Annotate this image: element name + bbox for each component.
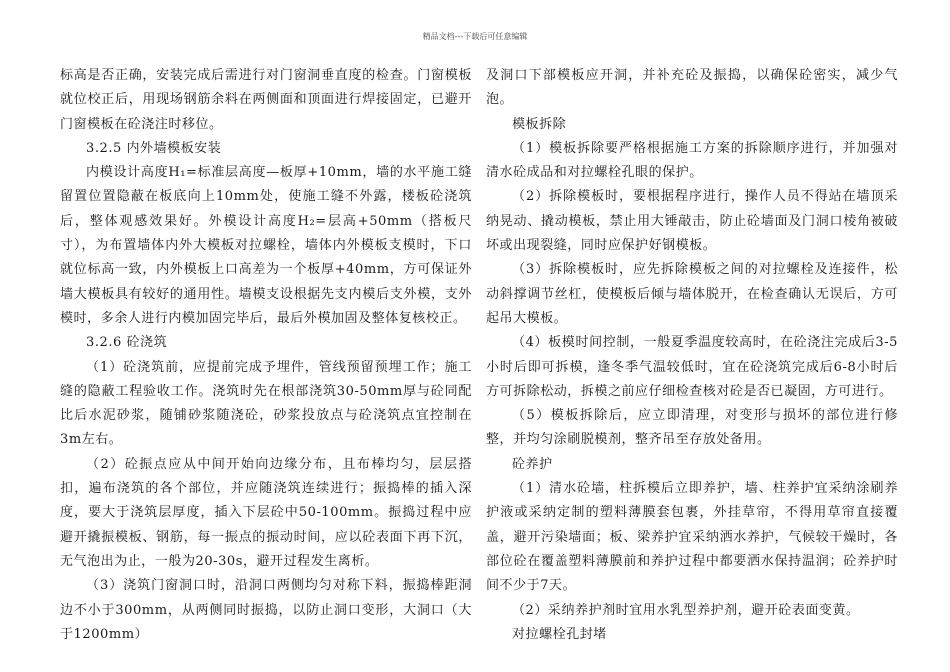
paragraph: 标高是否正确，安装完成后需进行对门窗洞垂直度的检查。门窗模板就位校正后，用现场钢筋余料在两侧面和顶面进行焊接固定，已避开门窗模板在砼浇注时移位。 (60, 68, 472, 132)
section-heading: 3.2.5 内外墙模板安装 (86, 140, 222, 156)
paragraph: （1）清水砼墙，柱拆模后立即养护，墙、柱养护宜采纳涂刷养护液或采纳定制的塑料薄膜套包裹，外挂草帘，不得用草帘直接覆盖，避开污染墙面；板、梁养护宜采纳洒水养护，气候较干燥时，各部位砼在覆盖塑料薄膜前和养护过程中都要洒水保持温润；砼养护时间不少于7天。 (486, 481, 898, 594)
paragraph: （5）模板拆除后，应立即清理，对变形与损坏的部位进行修整，并均匀涂刷脱模剂，整齐吊至存放处备用。 (486, 408, 898, 448)
section-heading: 对拉螺栓孔封堵 (512, 626, 607, 642)
paragraph: （3）拆除模板时，应先拆除模板之间的对拉螺栓及连接件，松动斜撑调节丝杠，使模板后倾与墙体脱开，在检查确认无误后，方可起吊大模板。 (486, 262, 898, 326)
section-heading: 3.2.6 砼浇筑 (86, 335, 168, 351)
paragraph: 内模设计高度H₁=标准层高度—板厚+10mm，墙的水平施工缝留置位置隐蔽在板底向上10mm处，使施工缝不外露，楼板砼浇筑后，整体观感效果好。外模设计高度H₂=层高+50mm（搭板尺寸），为布置墙体内外大模板对拉螺栓，墙体内外模板支模时，下口就位标高一致，内外模板上口高差为一个板厚+40mm，方可保证外墙大模板具有较好的通用性。墙模支设根据先支内模后支外模，支外模时，多余人进行内模加固完毕后，最后外模加固及整体复核校正。 (60, 165, 472, 326)
right-column (486, 64, 898, 647)
paragraph: （1）砼浇筑前，应提前完成予埋件，管线预留预埋工作；施工缝的隐蔽工程验收工作。浇筑时先在根部浇筑30-50mm厚与砼同配比后水泥砂浆，随铺砂浆随浇砼，砂浆投放点与砼浇筑点宜控制在3m左右。 (60, 359, 472, 448)
section-heading: 砼养护 (512, 456, 553, 472)
paragraph: （2）采纳养护剂时宜用水乳型养护剂，避开砼表面变黄。 (512, 602, 860, 618)
paragraph: （2）拆除模板时，要根据程序进行，操作人员不得站在墙顶采纳晃动、撬动模板，禁止用大锤敲击，防止砼墙面及门洞口棱角被破坏或出现裂缝，同时应保护好钢模板。 (486, 189, 898, 254)
left-column (60, 64, 472, 647)
paragraph: （2）砼振点应从中间开始向边缘分布，且布棒均匀，层层搭扣，遍布浇筑的各个部位，并应随浇筑连续进行；振捣棒的插入深度，要大于浇筑层厚度，插入下层砼中50-100mm。振捣过程中应避开撬振模板、钢筋，每一振点的振动时间，应以砼表面下再下沉，无气泡出为止，一般为20-30s，避开过程发生离析。 (60, 456, 472, 569)
section-heading: 模板拆除 (512, 116, 567, 132)
paragraph: （4）板模时间控制，一般夏季温度较高时，在砼浇注完成后3-5小时后即可拆模，逢冬季气温较低时，宜在砼浇筑完成后6-8小时后方可拆除松动，拆模之前应仔细检查核对砼是否已凝固，方可进行。 (486, 335, 898, 399)
paragraph: （3）浇筑门窗洞口时，沿洞口两侧均匀对称下料，振捣棒距洞边不小于300mm，从两侧同时振捣，以防止洞口变形，大洞口（大于1200mm） (60, 578, 472, 642)
page-header: 精品文档---下载后可任意编辑 (422, 32, 528, 41)
paragraph: 及洞口下部模板应开洞，并补充砼及振捣，以确保砼密实，减少气泡。 (486, 68, 898, 108)
paragraph: （1）模板拆除要严格根据施工方案的拆除顺序进行，并加强对清水砼成品和对拉螺栓孔眼的保护。 (486, 140, 898, 181)
